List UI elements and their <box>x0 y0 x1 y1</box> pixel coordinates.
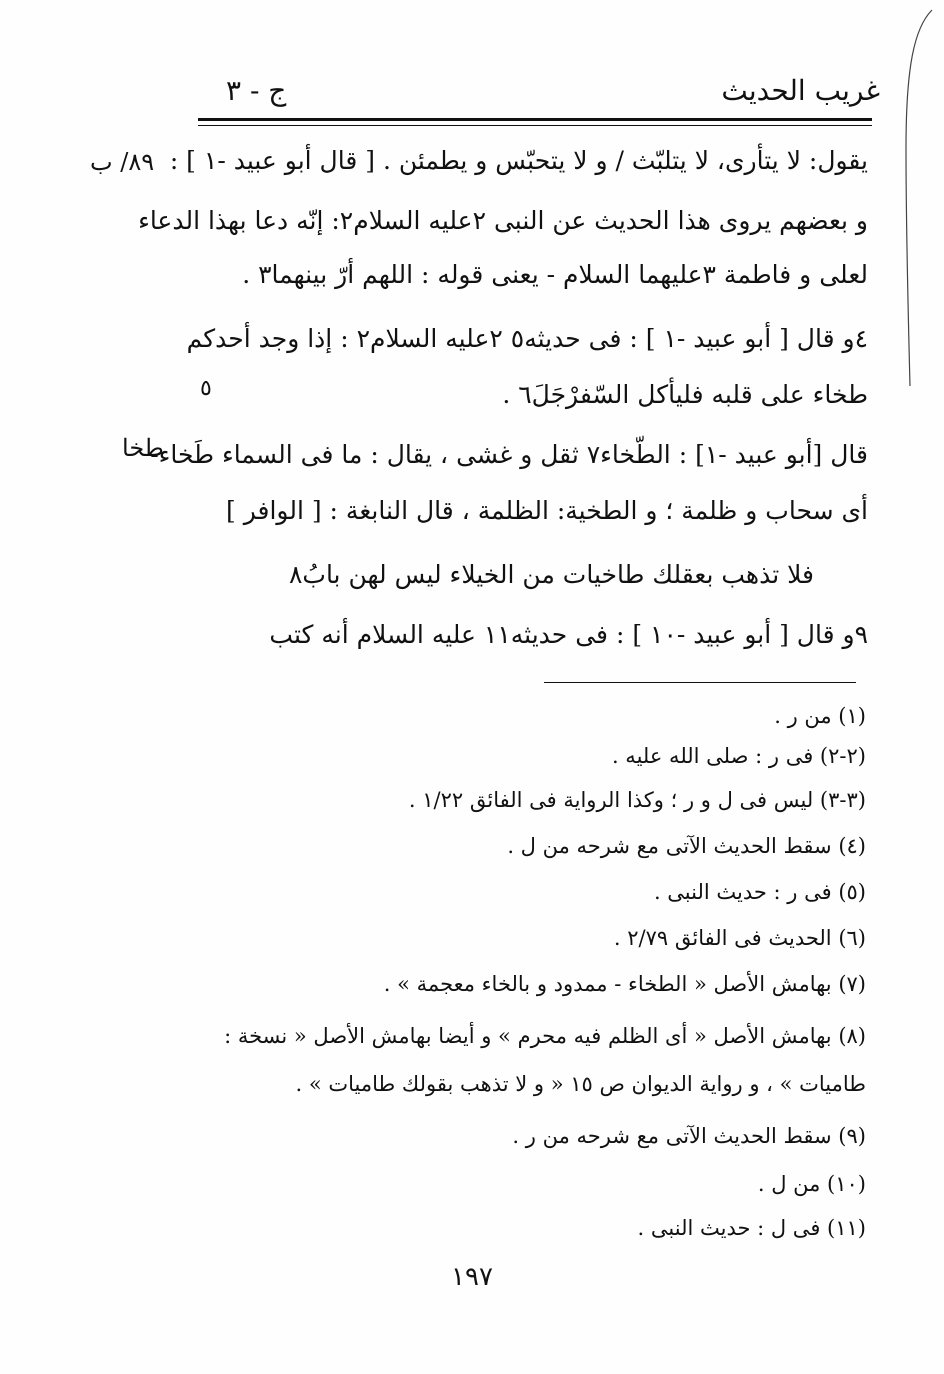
footnote: (٢-٢) فى ر : صلى الله عليه . <box>611 744 866 768</box>
footnote-continuation: طاميات » ، و رواية الديوان ص ١٥ « و لا تذهب بقولك طاميات » . <box>295 1072 866 1096</box>
header-rule-thin <box>198 125 872 126</box>
volume-number: ج - ٣ <box>226 74 287 107</box>
footnote: (١٠) من ل . <box>757 1172 866 1196</box>
folio-marker: ٨٩/ ب <box>90 148 155 176</box>
header-rule-thick <box>198 118 872 121</box>
footnote: (٩) سقط الحديث الآتى مع شرحه من ر . <box>512 1124 866 1148</box>
body-line: لعلى و فاطمة ٣عليهما السلام - يعنى قوله : اللهم أرّ بينهما٣ . <box>242 260 868 289</box>
body-line: و بعضهم يروى هذا الحديث عن النبى ٢عليه السلام٢: إنّه دعا بهذا الدعاء <box>138 206 868 235</box>
verse-line: فلا تذهب بعقلك طاخيات من الخيلاء ليس لهن بابُ٨ <box>288 560 814 589</box>
body-line: أى سحاب و ظلمة ؛ و الطخية: الظلمة ، قال النابغة : [ الوافر ] <box>226 496 868 525</box>
page-number: ١٩٧ <box>451 1262 493 1292</box>
body-line: ٩و قال [ أبو عبيد -١٠ ] : فى حديثه١١ عليه السلام أنه كتب <box>269 620 868 649</box>
body-line: طخاء على قلبه فليأكل السّفرْجَلَ٦ . <box>502 380 868 409</box>
line-number-marker: ٥ <box>200 376 212 401</box>
footnote: (١١) فى ل : حديث النبى . <box>637 1216 866 1240</box>
page-header <box>200 74 880 114</box>
footnote-separator <box>544 682 856 683</box>
footnote: (٤) سقط الحديث الآتى مع شرحه من ل . <box>507 834 866 858</box>
body-line: ٤و قال [ أبو عبيد -١ ] : فى حديثه٥ ٢عليه السلام٢ : إذا وجد أحدكم <box>186 324 868 353</box>
body-line: يقول: لا يتأرى، لا يتلبّث / و لا يتحبّس و يطمئن . [ قال أبو عبيد -١ ] : <box>169 146 868 175</box>
body-line: قال [أبو عبيد -١] : الطّخاء٧ ثقل و غشى ، يقال : ما فى السماء طَخاء- <box>150 440 868 469</box>
footnote: (٨) بهامش الأصل « أى الظلم فيه محرم » و أيضا بهامش الأصل « نسخة : <box>224 1024 866 1048</box>
footnote: (٣-٣) ليس فى ل و ر ؛ وكذا الرواية فى الفائق ١/٢٢ . <box>408 788 866 812</box>
footnote: (٥) فى ر : حديث النبى . <box>653 880 866 904</box>
footnote: (٦) الحديث فى الفائق ٢/٧٩ . <box>613 926 866 950</box>
footnote: (٧) بهامش الأصل « الطخاء - ممدود و بالخاء معجمة » . <box>383 972 866 996</box>
book-title: غريب الحديث <box>721 74 880 107</box>
page-edge-curve <box>896 8 936 388</box>
margin-keyword: طخا <box>122 434 164 462</box>
footnote: (١) من ر . <box>774 704 866 728</box>
